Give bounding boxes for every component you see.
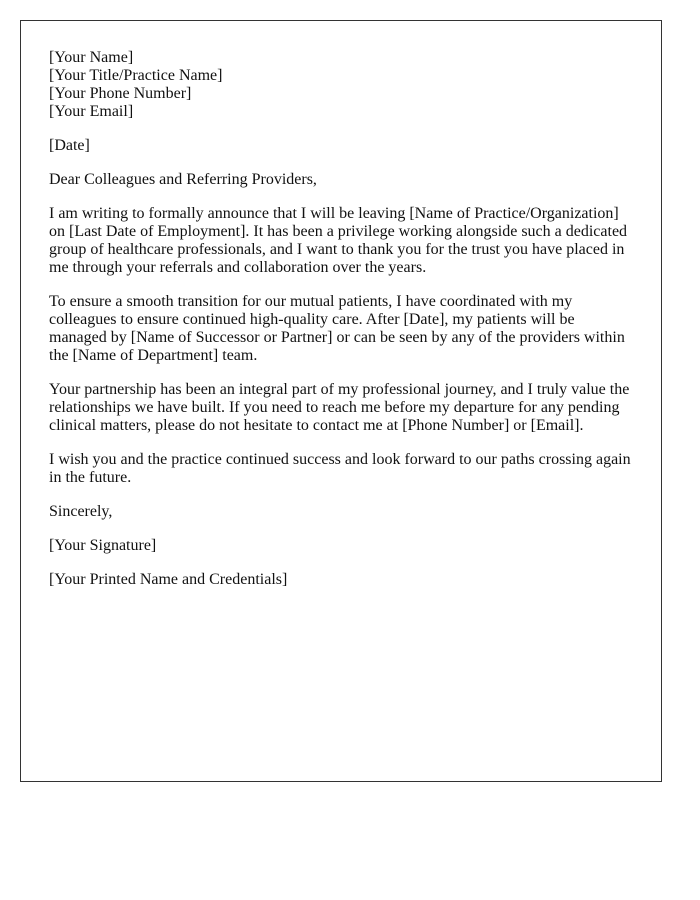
printed-name: [Your Printed Name and Credentials] bbox=[49, 571, 288, 588]
letter-page bbox=[20, 20, 662, 782]
sender-title: [Your Title/Practice Name] bbox=[49, 67, 223, 84]
body-paragraph-3: Your partnership has been an integral part of my professional journey, and I truly value the relationships we have built. If you need to reach me before my departure for any pending clinical matters, please do not hesitate to contact me at [Phone Number] or [Email]. bbox=[49, 381, 630, 434]
sender-name: [Your Name] bbox=[49, 49, 134, 66]
body-paragraph-2: To ensure a smooth transition for our mutual patients, I have coordinated with my colleagues to ensure continued high-quality care. After [Date], my patients will be managed by [Name of Successor or Partner] or can be seen by any of the providers within the [Name of Department] team. bbox=[49, 293, 625, 364]
letter-date: [Date] bbox=[49, 137, 90, 154]
salutation: Dear Colleagues and Referring Providers, bbox=[49, 171, 317, 188]
body-paragraph-1: I am writing to formally announce that I will be leaving [Name of Practice/Organization] on [Last Date of Employment]. It has been a privilege working alongside such a dedicated group of healthcare professionals, and I want to thank you for the trust you have placed in me through your referrals and collaboration over the years. bbox=[49, 205, 628, 276]
closing: Sincerely, bbox=[49, 503, 113, 520]
sender-email: [Your Email] bbox=[49, 103, 134, 120]
signature-placeholder: [Your Signature] bbox=[49, 537, 157, 554]
sender-block bbox=[49, 49, 633, 121]
sender-phone: [Your Phone Number] bbox=[49, 85, 192, 102]
body-paragraph-4: I wish you and the practice continued success and look forward to our paths crossing again in the future. bbox=[49, 451, 631, 486]
